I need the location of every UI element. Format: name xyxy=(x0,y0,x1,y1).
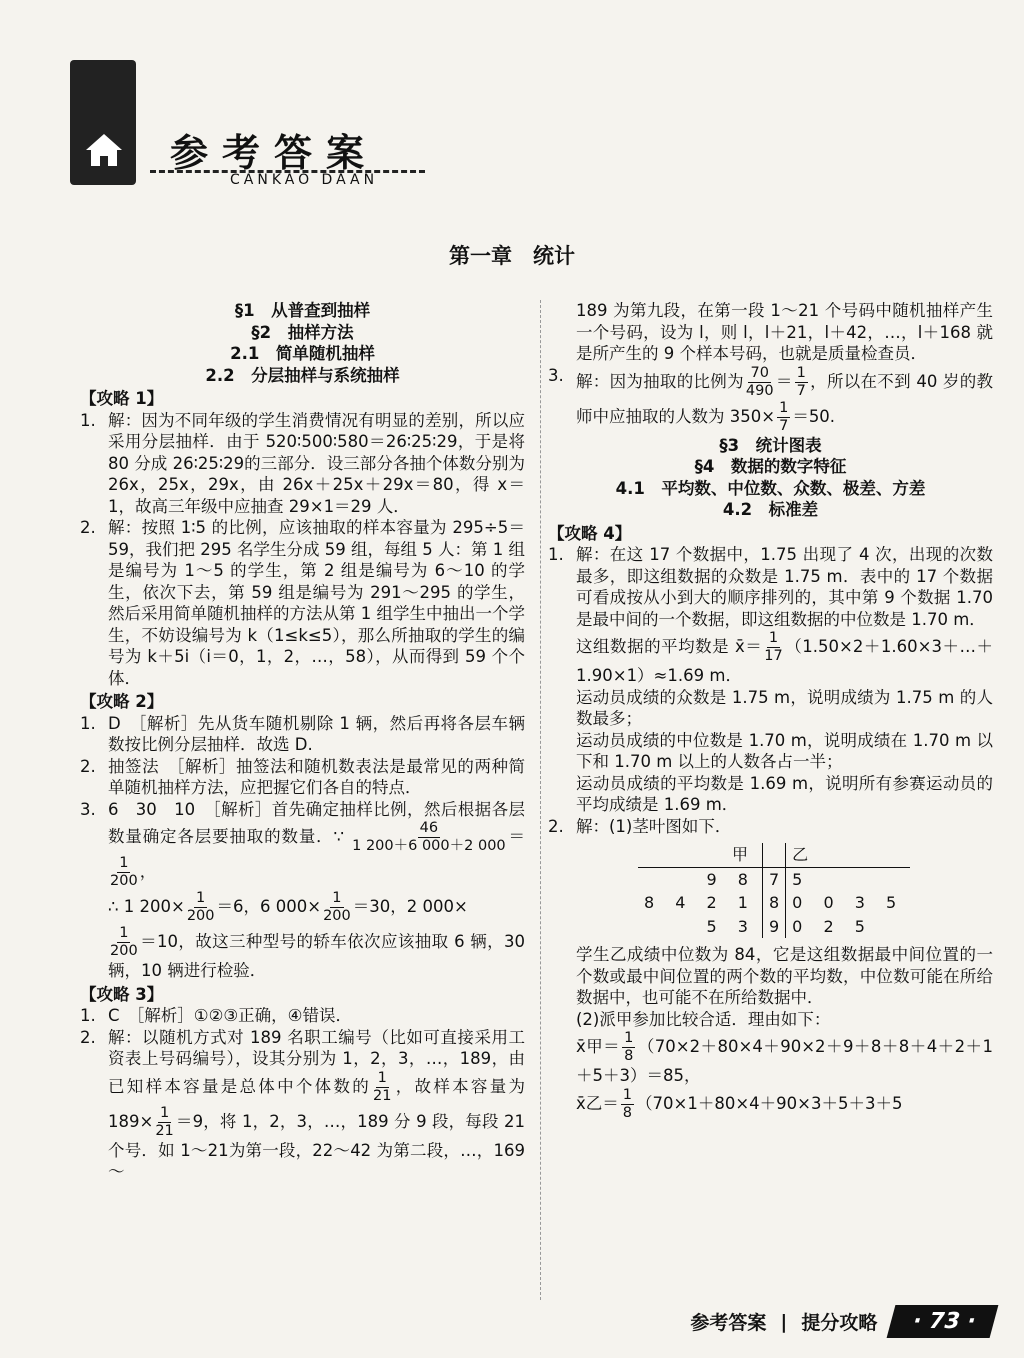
answer-item xyxy=(80,410,525,518)
right-column xyxy=(548,300,993,1122)
text-run: x̄乙＝ xyxy=(576,1093,619,1113)
section-heading: 2.1 简单随机抽样 xyxy=(230,344,375,363)
item-number: 2. xyxy=(80,1027,96,1047)
text-run: ＝30，2 000× xyxy=(352,897,468,916)
answer-item xyxy=(80,517,525,689)
denominator: 200 xyxy=(186,908,215,924)
text-run: 解：在这 17 个数据中，1.75 出现了 4 次，出现的次数最多，即这组数据的众数是 1.75 m．表中的 17 个数据可看成按从小到大的顺序排列的，其中第 9 个数据 1.70 是最中间的一个数据，即这组数据的中位数是 1.70 m． xyxy=(576,545,993,629)
numerator: 1 xyxy=(624,1030,634,1046)
fraction xyxy=(777,400,790,435)
equals-sign: ＝ xyxy=(507,827,526,846)
denominator: 200 xyxy=(110,873,138,889)
fraction xyxy=(622,1030,635,1065)
leaf-right: 5 xyxy=(792,869,811,889)
numerator: 1 xyxy=(119,925,129,941)
item-text: 解：按照 1∶5 的比例，应该抽取的样本容量为 295÷5＝59，我们把 295 名学生分成 59 组，每组 5 人：第 1 组是编号为 1～5 的学生，第 2 组是编号为 6～10 的学生，依次下去，第 59 组是编号为 291～295 的学生，然后采用简单随机抽样的方法从第 1 组学生中抽出一个学生，不妨设编号为 k（1≤k≤5），那么所抽取的学生的编号为 k＋5i（i＝0，1，2，…，58），从而得到 59 个个体． xyxy=(108,518,525,688)
text-run: （70×1＋80×4＋90×3＋5＋3＋5 xyxy=(636,1093,903,1113)
footer-separator: | xyxy=(780,1310,788,1333)
section-heading: §2 抽样方法 xyxy=(251,322,354,342)
fraction xyxy=(764,630,782,665)
strategy-label: 【攻略 2】 xyxy=(80,692,164,711)
item-text: 解：(1)茎叶图如下． xyxy=(576,816,732,836)
chapter-title: 第一章 统计 xyxy=(449,244,575,268)
text-run: ，所以在不到 40 岁的教师中应抽取的人数为 350× xyxy=(576,371,994,426)
formula xyxy=(548,1030,993,1087)
fraction xyxy=(110,925,138,960)
numerator: 1 xyxy=(159,1104,170,1121)
answer-item xyxy=(80,756,525,799)
page-footer xyxy=(690,1305,994,1338)
fraction xyxy=(352,820,506,855)
paragraph: 学生乙成绩中位数为 84，它是这组数据最中间位置的一个数或最中间位置的两个数的平均数，中位数可能在所给数据中，也可能不在所给数据中． xyxy=(576,945,993,1007)
page-number: · 73 · xyxy=(887,1305,998,1338)
text-run: 解：因为抽取的比例为 xyxy=(576,371,744,391)
text-run: 解：以随机方式对 189 名职工编号（比如可直接采用工资表上号码编号），设其分别为 1，2，3，…，189，由已知样本容量是总体中个体数的 xyxy=(108,1027,525,1096)
answer-item xyxy=(548,816,993,838)
text-run: （1.50×2＋1.60×3＋…＋1.90×1）≈1.69 m． xyxy=(576,637,994,685)
formula xyxy=(548,1087,993,1122)
denominator: 7 xyxy=(779,417,789,434)
leaf-right: 0 2 5 xyxy=(792,916,873,936)
continued-text: 189 为第九段，在第一段 1～21 个号码中随机抽样产生一个号码，设为 l，则 l，l＋21，l＋42，…，l＋168 就是所产生的 9 个样本号码，也就是质量检查员． xyxy=(576,301,993,363)
text-run: ，故样本容量为 189× xyxy=(108,1076,526,1131)
answer-item xyxy=(548,365,993,435)
stem-leaf-plot xyxy=(638,843,910,938)
fraction xyxy=(323,890,351,925)
answer-item xyxy=(80,1005,525,1027)
section-heading: 2.2 分层抽样与系统抽样 xyxy=(205,365,400,385)
item-text: C ［解析］①②③正确，④错误． xyxy=(108,1006,352,1025)
section-heading: §1 从普查到抽样 xyxy=(234,301,371,320)
fraction xyxy=(795,365,808,400)
text-run: ∴ 1 200× xyxy=(108,897,185,916)
section-heading: §3 统计图表 xyxy=(719,435,822,455)
section-heading: 4.2 标准差 xyxy=(722,500,819,519)
item-number: 3. xyxy=(548,365,564,385)
denominator: 7 xyxy=(796,382,806,399)
item-number: 1. xyxy=(80,1006,96,1025)
denominator: 490 xyxy=(745,382,774,399)
denominator: 8 xyxy=(624,1048,634,1064)
numerator: 1 xyxy=(119,855,129,871)
stem: 7 xyxy=(762,867,785,891)
item-number: 3. xyxy=(80,799,96,819)
item-text: 抽签法 ［解析］抽签法和随机数表法是最常见的两种简单随机抽样方法，应把握它们各自的特点． xyxy=(108,756,525,797)
fraction xyxy=(373,1070,391,1105)
answer-item xyxy=(80,799,525,982)
stem: 9 xyxy=(762,915,785,939)
text-run: 这组数据的平均数是 x̄＝ xyxy=(576,637,763,656)
footer-label: 参考答案 xyxy=(690,1312,767,1334)
denominator: 200 xyxy=(110,943,138,959)
item-text: D ［解析］先从货车随机剔除 1 辆，然后再将各层车辆数按比例分层抽样．故选 D. xyxy=(108,713,525,754)
fraction xyxy=(746,365,774,400)
item-text: 解：因为不同年级的学生消费情况有明显的差别，所以应采用分层抽样．由于 520∶500∶580＝26∶25∶29，于是将 80 分成 26∶25∶29的三部分．设三部分各抽个体数分别为 26x，25x，29x，由 26x＋25x＋29x＝80，得 x＝1，故高三年级中应抽查 29×1＝29 人． xyxy=(108,410,525,516)
item-number: 2. xyxy=(80,756,96,776)
item-number: 1. xyxy=(80,713,96,733)
leaf-left: 5 3 xyxy=(706,916,756,936)
fraction xyxy=(110,855,138,890)
item-number: 2. xyxy=(548,816,564,836)
answer-item xyxy=(548,544,993,816)
item-text: 解：因为抽取的比例为 $\frac{70}{490}$ ＝ $\frac{1}{7}$ ，所以在不到 40 岁的教师中应抽取的人数为 350× $\frac{1}{7}$ ＝50. xyxy=(576,364,994,434)
numerator: 46 xyxy=(419,820,439,836)
text-run: 6 30 10 ［解析］首先确定抽样比例，然后根据各层数量确定各层要抽取的数量．∵ xyxy=(108,799,525,846)
text-run: ＝50. xyxy=(792,406,836,426)
stem: 8 xyxy=(762,891,785,915)
section-heading: §4 数据的数字特征 xyxy=(694,457,847,476)
item-number: 2. xyxy=(80,518,96,537)
numerator: 1 xyxy=(768,630,779,646)
denominator: 8 xyxy=(622,1104,632,1121)
numerator: 1 xyxy=(622,1086,632,1103)
stem-header-left: 甲 xyxy=(638,843,762,867)
strategy-label: 【攻略 1】 xyxy=(80,389,164,408)
fraction xyxy=(155,1105,173,1140)
item-text xyxy=(108,1027,525,1183)
stem-header-right: 乙 xyxy=(786,843,910,867)
paragraph: (2)派甲参加比较合适．理由如下： xyxy=(576,1009,831,1029)
numerator: 1 xyxy=(779,399,789,416)
item-number: 1. xyxy=(548,545,564,564)
left-column xyxy=(80,300,525,1183)
fraction xyxy=(187,890,215,925)
leaf-right: 0 0 3 5 xyxy=(792,893,905,912)
home-icon xyxy=(82,128,126,172)
denominator: 17 xyxy=(764,648,783,664)
banner-title: 参考答案 xyxy=(170,130,379,175)
header-banner xyxy=(70,60,430,190)
section-heading: 4.1 平均数、中位数、众数、极差、方差 xyxy=(615,478,926,498)
numerator: 1 xyxy=(196,890,206,906)
text-run: ＝10，故这三种型号的轿车依次应该抽取 6 辆，30 辆，10 辆进行检验． xyxy=(108,932,525,980)
text-run: 运动员成绩的众数是 1.75 m，说明成绩为 1.75 m 的人数最多； xyxy=(576,687,993,728)
fraction xyxy=(621,1087,634,1122)
stem-header-mid xyxy=(762,843,785,867)
item-number: 1. xyxy=(80,410,96,430)
strategy-label: 【攻略 4】 xyxy=(548,523,632,543)
text-run: 运动员成绩的中位数是 1.70 m，说明成绩在 1.70 m 以下和 1.70 m 以上的人数各占一半； xyxy=(576,730,993,771)
numerator: 1 xyxy=(332,890,342,906)
text-run: x̄甲＝ xyxy=(576,1037,621,1056)
text-run: 运动员成绩的平均数是 1.69 m，说明所有参赛运动员的平均成绩是 1.69 m． xyxy=(576,773,993,814)
answer-item xyxy=(80,1027,525,1183)
numerator: 1 xyxy=(377,1069,387,1086)
denominator: 21 xyxy=(155,1122,174,1139)
denominator: 200 xyxy=(323,908,351,924)
text-run: ＝6，6 000× xyxy=(216,897,322,916)
leaf-left: 8 4 2 1 xyxy=(644,893,756,912)
home-box xyxy=(70,60,136,185)
banner-subtitle: CANKAO DAAN xyxy=(230,172,379,188)
text-run: ＝9，将 1，2，3，…，189 分 9 段，每段 21 个号．如 1～21为第一段，22～42 为第二段，…，169～ xyxy=(108,1111,525,1181)
leaf-left: 9 8 xyxy=(706,869,756,889)
denominator: 1 200＋6 000＋2 000 xyxy=(352,838,506,854)
footer-book: 提分攻略 xyxy=(801,1312,878,1334)
column-divider xyxy=(540,300,541,1300)
item-text xyxy=(576,544,993,816)
answer-item xyxy=(80,713,525,756)
strategy-label: 【攻略 3】 xyxy=(80,984,164,1004)
numerator: 70 xyxy=(750,364,769,381)
item-text: 6 30 10 ［解析］首先确定抽样比例，然后根据各层数量确定各层要抽取的数量．∵ $\frac{46}{1 200+6 000+2 000}$ ＝ $\frac{1}{200}$ ， ∴ 1 200× $\frac{1}{200}$ ＝6，6 000× $\frac{1}{200}$ ＝30，2 000× $\frac{1}{200}$ ＝10，故这三种型号的轿车依次应该抽取 6 辆，30 辆，10 辆进行检验． xyxy=(108,799,526,980)
denominator: 21 xyxy=(373,1087,392,1104)
numerator: 1 xyxy=(796,364,806,381)
text-run: （70×2＋80×4＋90×2＋9＋8＋8＋4＋2＋1＋5＋3）＝85， xyxy=(576,1037,994,1085)
